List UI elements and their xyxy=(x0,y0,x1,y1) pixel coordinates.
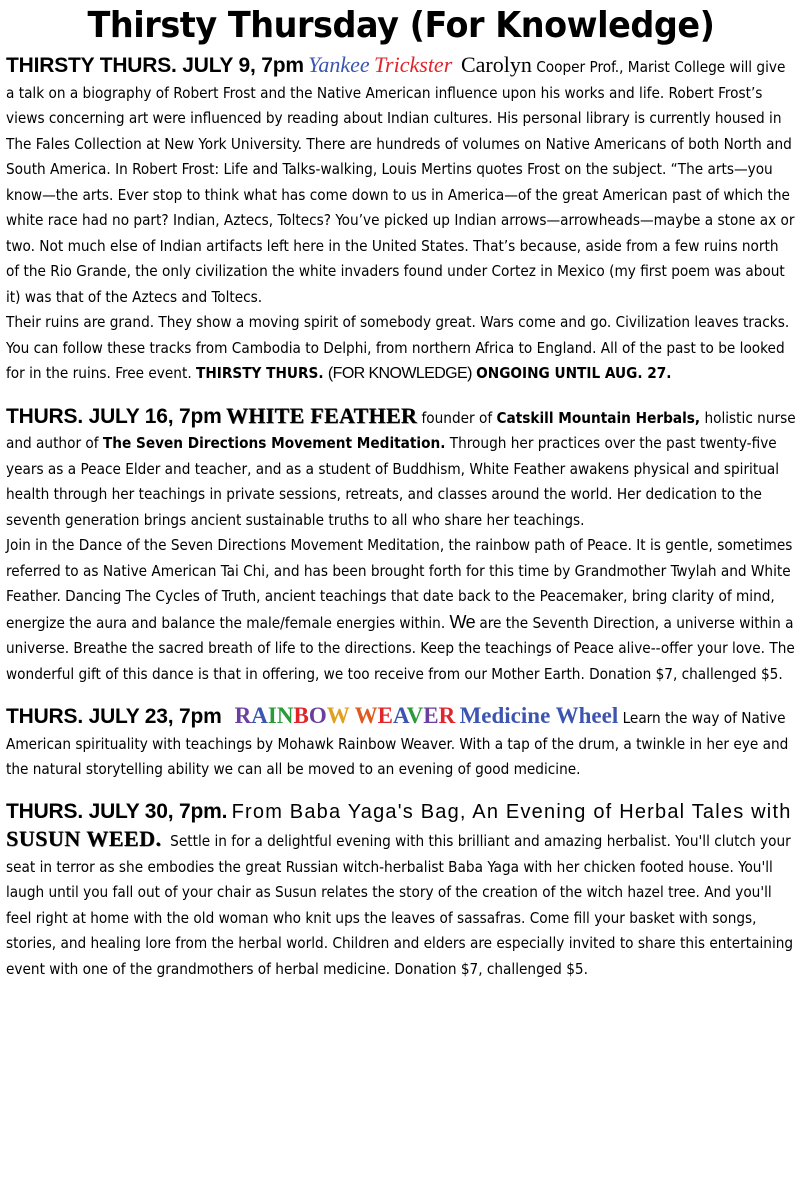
rainbow-letter: R xyxy=(234,703,252,728)
event-july-30 xyxy=(6,799,796,983)
event-header: THURS. JULY 23, 7pm xyxy=(6,705,222,728)
rainbow-letter: R xyxy=(438,703,456,728)
rainbow-letter: O xyxy=(308,703,327,728)
flyer-page xyxy=(6,0,796,982)
rainbow-letter: E xyxy=(377,703,393,728)
rainbow-letter: N xyxy=(276,703,294,728)
page-title: Thirsty Thursday (For Knowledge) xyxy=(87,5,715,46)
event-text: holistic nurse and author of xyxy=(6,408,796,452)
event-body xyxy=(6,703,796,783)
rainbow-letter: B xyxy=(293,703,309,728)
event-header: THURS. JULY 16, 7pm xyxy=(6,404,222,428)
event-header: THIRSTY THURS. JULY 9, 7pm xyxy=(6,54,304,77)
speaker-name: Carolyn xyxy=(460,52,532,77)
event-july-23 xyxy=(6,703,796,783)
event-paragraph-text: Their ruins are grand. They show a moving spirit of somebody great. Wars come and go. Civilization leaves tracks. You can follow these tracks from Cambodia to Delphi, from northern Africa to England. All of the past to be looked for in the ruins. Free event. xyxy=(6,313,790,382)
ongoing-label: THIRSTY THURS. xyxy=(196,364,324,382)
event-header: THURS. JULY 30, 7pm. xyxy=(6,799,228,823)
event-july-9 xyxy=(6,52,796,387)
event-paragraph xyxy=(6,310,796,387)
event-title-white-feather: WHITE FEATHER xyxy=(225,402,418,428)
rainbow-letter: I xyxy=(267,703,277,728)
event-title-rainbow-weaver xyxy=(235,703,456,728)
event-text: Through her practices over the past twenty-five years as a Peace Elder and teacher, and as a student of Buddhism, White Feather awakens physical and spiritual health through her teachings in private sessions, retreats, and classes around the world. Her dedication to the seventh generation brings ancient sustainable truths to all who share her teachings. xyxy=(6,434,780,529)
rainbow-letter: A xyxy=(392,703,407,728)
rainbow-letter: W xyxy=(354,703,378,728)
ongoing-subtitle: (FOR KNOWLEDGE) xyxy=(327,365,472,382)
rainbow-letter: E xyxy=(423,703,439,728)
event-title-yankee: Yankee xyxy=(308,52,370,77)
event-org: Catskill Mountain Herbals, xyxy=(496,408,701,427)
event-book: The Seven Directions Movement Meditation. xyxy=(102,434,446,452)
rainbow-letter: W xyxy=(326,703,350,728)
event-body xyxy=(6,403,796,688)
event-title-susun-weed: SUSUN WEED. xyxy=(6,826,162,851)
event-text: founder of xyxy=(421,408,493,427)
event-paragraph xyxy=(6,533,796,687)
event-body xyxy=(6,52,796,387)
rainbow-letter: V xyxy=(406,703,424,728)
ongoing-until: ONGOING UNTIL AUG. 27. xyxy=(476,364,672,382)
event-title-medicine-wheel: Medicine Wheel xyxy=(459,703,619,728)
event-paragraph-text: Join in the Dance of the Seven Directions Movement Meditation, the rainbow path of Peace. It is gentle, sometimes referred to as Native American Tai Chi, and has been brought forth for this time by Grandmother Twylah and White Feather. Dancing The Cycles of Truth, ancient teachings that date back to the Peacemaker, bring clarity of mind, energize the aura and balance the male/female energies within. xyxy=(6,536,793,632)
event-paragraph-text: are the Seventh Direction, a universe within a universe. Breathe the sacred breath of life to the directions. Keep the teachings of Peace alive--offer your love. The wonderful gift of this dance is that in offering, we too receive from our Mother Earth. Donation $7, challenged $5. xyxy=(6,613,795,683)
event-intro: Cooper Prof., Marist College will give a talk on a biography of Robert Frost and the Native American influence upon his works and life. Robert Frost’s views concerning art were influenced by reading about Indian cultures. His personal library is currently housed in The Fales Collection at New York University. There are hundreds of volumes on Native Americans of both North and South America. In Robert Frost: Life and Talks-walking, Louis Mertins quotes Frost on the subject. “The arts—you know—the arts. Ever stop to think what has come down to us in America—of the great American past of which the white race had no part? Indian, Aztecs, Toltecs? You’ve picked up Indian arrows—arrowheads—maybe a stone ax or two. Not much else of Indian artifacts left here in the United States. That’s because, aside from a few ruins north of the Rio Grande, the only civilization the white invaders found under Cortez in Mexico (my first poem was about it) was that of the Aztecs and Toltecs. xyxy=(6,58,795,306)
event-text: Learn the way of Native American spirituality with teachings by Mohawk Rainbow Weaver. With a tap of the drum, a twinkle in her eye and the natural storytelling ability we can all be moved to an evening of good medicine. xyxy=(6,709,789,778)
event-body xyxy=(6,799,796,983)
event-title-tales: From Baba Yaga's Bag, An Evening of Herbal Tales with xyxy=(231,800,792,823)
event-title-trickster: Trickster xyxy=(374,52,453,77)
event-july-16 xyxy=(6,403,796,688)
event-text-we: We xyxy=(449,611,476,632)
rainbow-letter: A xyxy=(251,703,268,728)
event-text: Settle in for a delightful evening with this brilliant and amazing herbalist. You'll clutch your seat in terror as she embodies the great Russian witch-herbalist Baba Yaga with her chicken footed house. You'll laugh until you fall out of your chair as Susun relates the story of the creation of the witch hazel tree. And you'll feel right at home with the old woman who knit ups the leaves of sassafras. Come fill your basket with songs, stories, and healing lore from the herbal world. Children and elders are especially invited to share this entertaining event with one of the grandmothers of herbal medicine. Donation $7, challenged $5. xyxy=(6,832,794,978)
